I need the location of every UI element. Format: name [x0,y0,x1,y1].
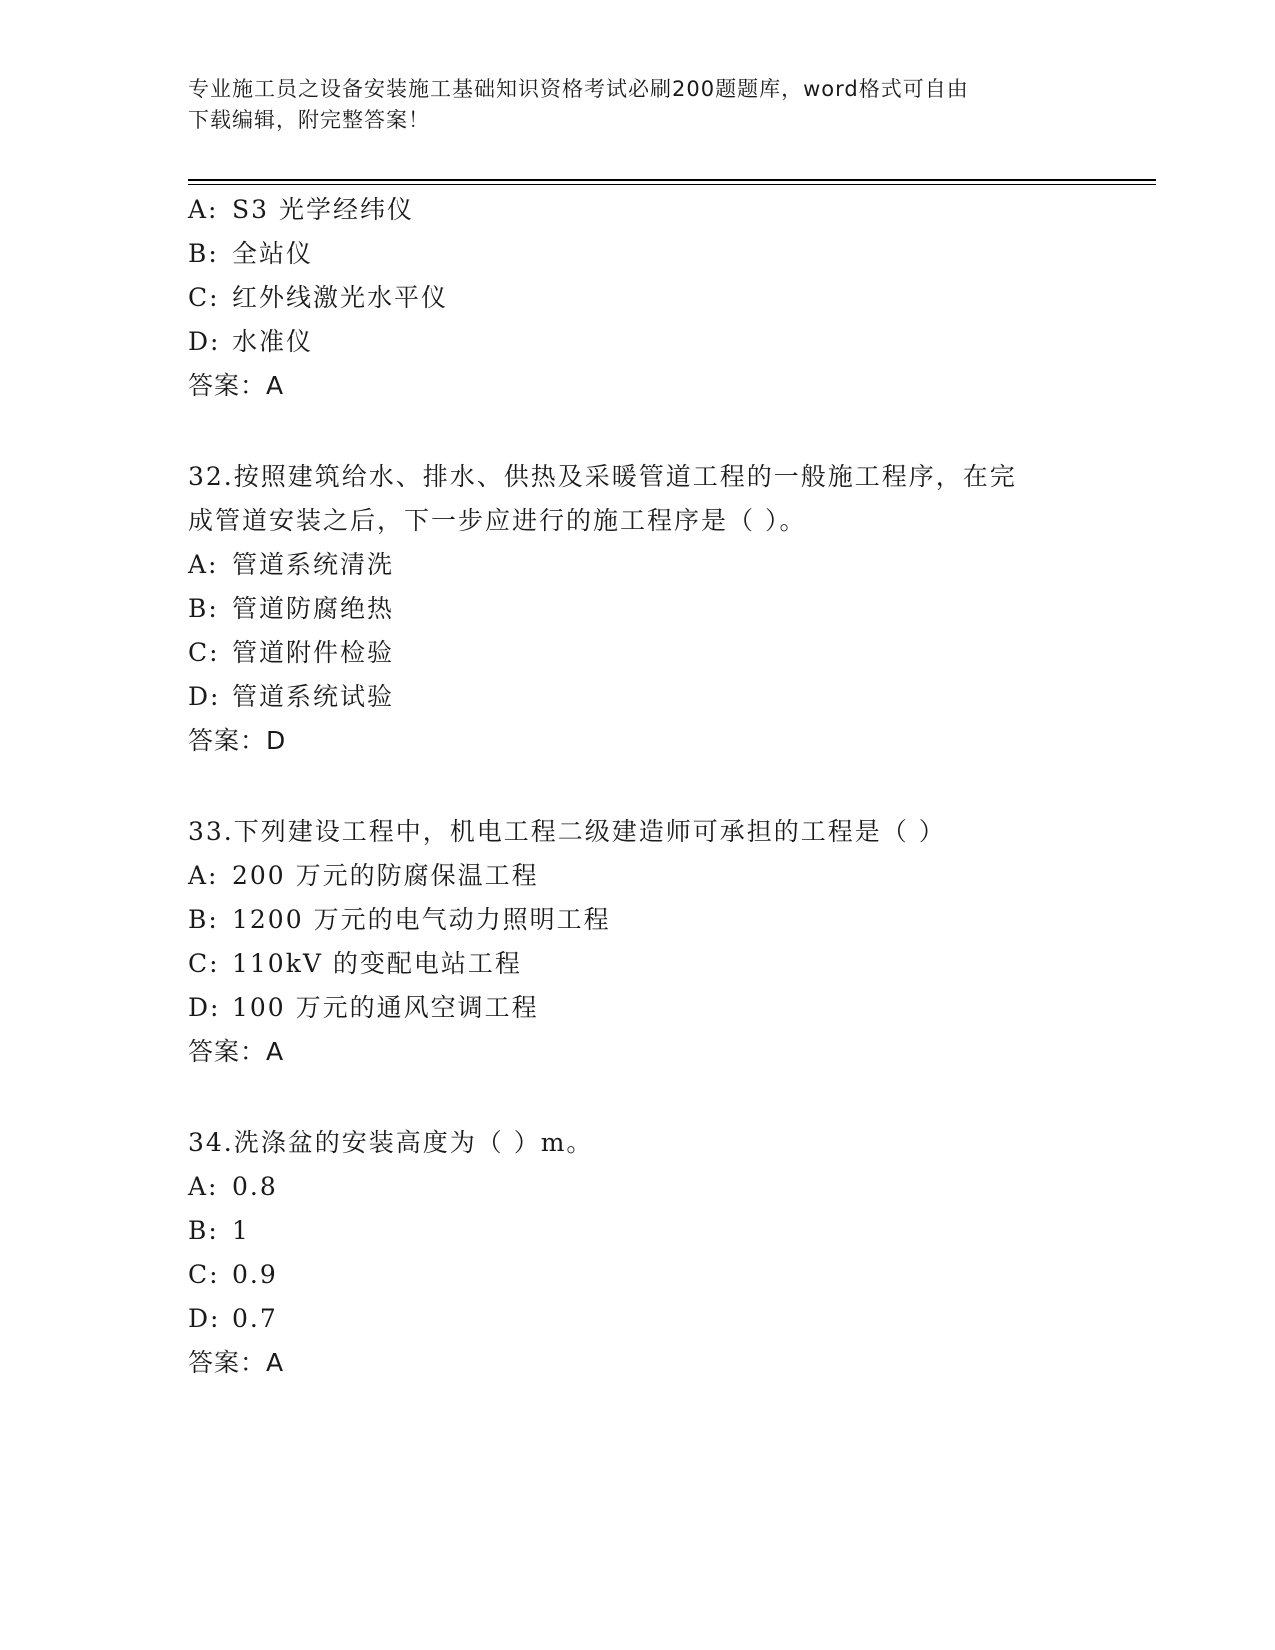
option-label: D: [188,1304,221,1333]
option-text: 1200 万元的电气动力照明工程 [232,905,611,934]
option-text: S3 光学经纬仪 [232,195,414,224]
q32-option-a [188,550,394,580]
option-label: A: [188,861,219,890]
option-label: A: [188,550,219,579]
header-rule-thick [188,179,1156,181]
q34-option-c [188,1260,278,1290]
option-text: 110kV 的变配电站工程 [232,949,522,978]
option-text: 100 万元的通风空调工程 [232,993,539,1022]
option-text: 管道系统清洗 [232,550,395,579]
option-label: D: [188,682,221,711]
q33-option-d [188,993,539,1023]
q33-stem-line-1: 33.下列建设工程中，机电工程二级建造师可承担的工程是（ ） [188,817,946,846]
header-line-1: 专业施工员之设备安装施工基础知识资格考试必刷200题题库，word格式可自由 [188,77,969,101]
q32-answer: 答案：D [188,726,287,755]
q34-stem-line-1: 34.洗涤盆的安装高度为（ ）m。 [188,1128,594,1157]
header-rule-thin [188,184,1156,185]
q33-option-a [188,861,539,891]
option-label: D: [188,327,221,356]
option-label: B: [188,239,219,268]
q33-option-b [188,905,611,935]
q33-option-c [188,949,522,979]
option-text: 管道防腐绝热 [232,594,395,623]
document-header [188,74,1068,136]
q32-stem-line-2: 成管道安装之后，下一步应进行的施工程序是（ ）。 [188,506,807,535]
option-label: A: [188,1172,219,1201]
option-text: 管道系统试验 [232,682,395,711]
option-label: A: [188,195,219,224]
option-text: 水准仪 [232,327,314,356]
q31-answer: 答案：A [188,371,285,400]
option-label: B: [188,905,219,934]
option-label: C: [188,949,220,978]
q34-option-a [188,1172,278,1202]
q31-option-c [188,283,448,313]
q32-option-b [188,594,394,624]
option-text: 0.8 [232,1172,278,1201]
option-label: C: [188,283,220,312]
option-label: C: [188,1260,220,1289]
q34-option-b [188,1216,250,1246]
option-text: 1 [232,1216,250,1245]
option-text: 0.7 [232,1304,278,1333]
option-text: 全站仪 [232,239,314,268]
option-label: B: [188,1216,219,1245]
q33-answer: 答案：A [188,1037,285,1066]
q31-option-a [188,195,414,225]
q34-answer: 答案：A [188,1348,285,1377]
option-label: D: [188,993,221,1022]
q31-option-d [188,327,313,357]
q32-option-c [188,638,394,668]
option-label: B: [188,594,219,623]
q32-stem-line-1: 32.按照建筑给水、排水、供热及采暖管道工程的一般施工程序，在完 [188,462,1017,491]
header-line-2: 下载编辑，附完整答案！ [188,108,430,132]
option-text: 200 万元的防腐保温工程 [232,861,539,890]
q31-option-b [188,239,313,269]
q32-option-d [188,682,394,712]
option-text: 0.9 [232,1260,278,1289]
option-label: C: [188,638,220,667]
q34-option-d [188,1304,278,1334]
option-text: 管道附件检验 [232,638,395,667]
option-text: 红外线激光水平仪 [232,283,449,312]
